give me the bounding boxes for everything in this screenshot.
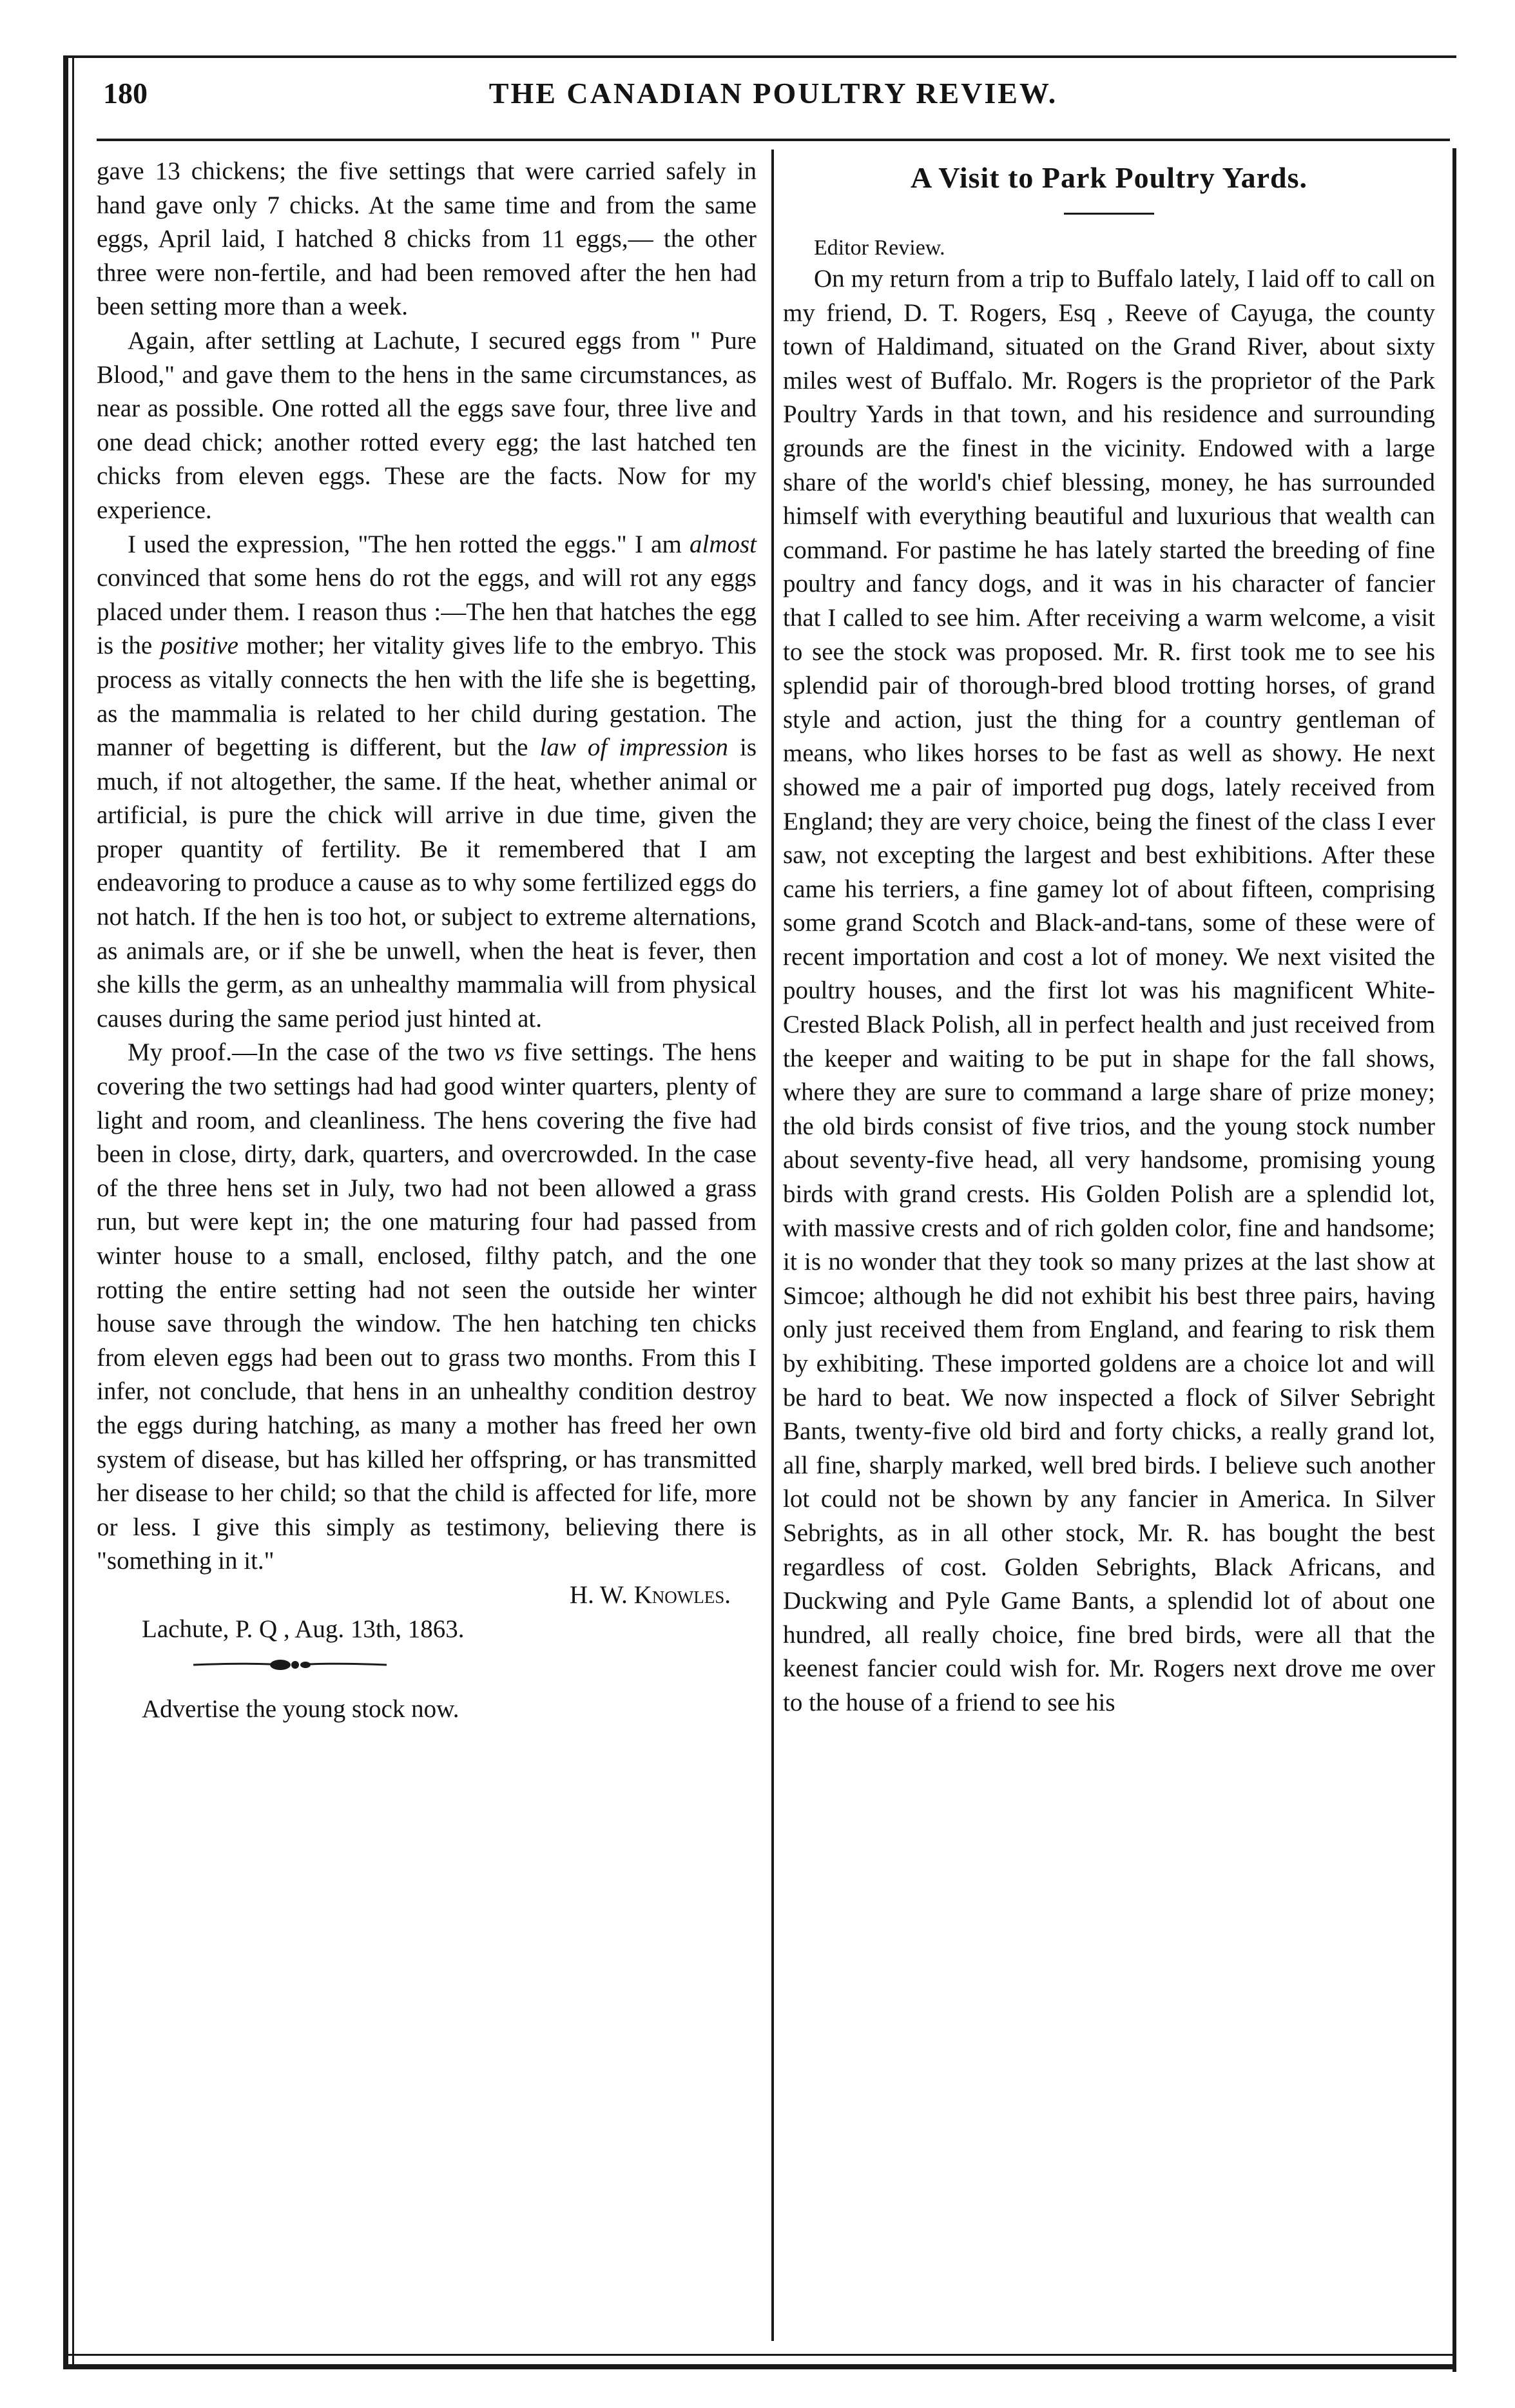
salutation: Editor Review. bbox=[814, 236, 945, 260]
page-number: 180 bbox=[103, 77, 148, 110]
journal-title: THE CANADIAN POULTRY REVIEW. bbox=[488, 77, 1058, 110]
header-rule bbox=[97, 139, 1450, 141]
ornamental-divider bbox=[193, 1656, 387, 1673]
title-rule bbox=[1064, 213, 1154, 215]
paragraph: gave 13 chickens; the five settings that were carried safely in hand gave only 7 chicks. At the same time and from the same eggs, April laid, I hatched 8 chicks from 11 eggs,— the other three were non-fertile, and had been removed after the hen had been setting more than a week. bbox=[97, 157, 757, 321]
paragraph: My proof.—In the case of the two vs five settings. The hens covering the two settings had had good winter quarters, plenty of light and room, and cleanliness. The hens covering the five had been in close, dirty, dark, quarters, and overcrowded. In the case of the three hens set in July, two had not been allowed a grass run, but were kept in; the one maturing four had passed from winter house to a small, enclosed, filthy patch, and the one rotting the entire setting had not seen the outside her winter house save through the window. The hen hatching ten chicks from eleven eggs had been out to grass two months. From this I infer, not conclude, that hens in an unhealthy condition destroy the eggs during hatching, as many a mother has freed her own system of disease, but has killed her offspring, or has transmitted her disease to her child; so that the child is affected for life, more or less. I give this simply as testimony, believing there is "something in it." bbox=[97, 1038, 757, 1575]
frame-bottom-inner-rule bbox=[63, 2354, 1456, 2356]
paragraph: I used the expression, "The hen rotted the eggs." I am almost convinced that some hens do rot the eggs, and will rot any eggs placed under them. I reason thus :—The hen that hatches the egg is the positive mother; her vitality gives life to the embryo. This process as vitally connects the hen with the life she is begetting, as the mammalia is related to her child during gestation. The manner of begetting is different, but the law of impression is much, if not altogether, the same. If the heat, whether animal or artificial, is pure the chick will arrive in due time, given the proper quantity of fertility. Be it remembered that I am endeavoring to produce a cause as to why some fertilized eggs do not hatch. If the hen is too hot, or subject to extreme alternations, as animals are, or if she be unwell, when the heat is fever, then she kills the germ, as an unhealthy mammalia will from physical causes during the same period just hinted at. bbox=[97, 530, 757, 1033]
frame-left-inner-rule bbox=[72, 55, 74, 2369]
place-and-date: Lachute, P. Q , Aug. 13th, 1863. bbox=[142, 1615, 465, 1643]
right-column bbox=[783, 155, 1435, 1720]
advertisement-line: Advertise the young stock now. bbox=[142, 1695, 459, 1723]
frame-right-rule bbox=[1452, 148, 1456, 2372]
paragraph: Again, after settling at Lachute, I secured eggs from " Pure Blood," and gave them to the hens in the same circumstances, as near as possible. One rotted all the eggs save four, three live and one dead chick; another rotted every egg; the last hatched ten chicks from eleven eggs. These are the facts. Now for my experience. bbox=[97, 326, 757, 524]
column-divider bbox=[771, 150, 774, 2341]
frame-left-rule bbox=[63, 55, 68, 2369]
article-body: On my return from a trip to Buffalo lately, I laid off to call on my friend, D. T. Rogers, Esq , Reeve of Cayuga, the county town of Haldimand, situated on the Grand River, about sixty miles west of Buffalo. Mr. Rogers is the proprietor of the Park Poultry Yards in that town, and his residence and surrounding grounds are the finest in the vicinity. Endowed with a large share of the world's chief blessing, money, he has surrounded himself with everything beautiful and luxurious that wealth can command. For pastime he has lately started the breeding of fine poultry and fancy dogs, and it was in his character of fancier that I called to see him. After receiving a warm welcome, a visit to see the stock was proposed. Mr. R. first took me to see his splendid pair of thorough-bred blood trotting horses, of grand style and action, just the thing for a country gentleman of means, who likes horses to be fast as well as showy. He next showed me a pair of imported pug dogs, lately received from England; they are very choice, being the finest of the class I ever saw, not excepting the largest and best exhibitions. After these came his terriers, a fine gamey lot of about fifteen, comprising some grand Scotch and Black-and-tans, some of these were of recent importation and cost a lot of money. We next visited the poultry houses, and the first lot was his magnificent White-Crested Black Polish, all in perfect health and just received from the keeper and waiting to be put in shape for the fall shows, where they are sure to command a large share of prize money; the old birds consist of five trios, and the young stock number about seventy-five head, all very handsome, promising young birds with grand crests. His Golden Polish are a splendid lot, with massive crests and of rich golden color, fine and handsome; it is no wonder that they took so many prizes at the last show at Simcoe; although he did not exhibit his best three pairs, having only just received them from England, and fearing to risk them by exhibiting. These imported goldens are a choice lot and will be hard to beat. We now inspected a flock of Silver Sebright Bants, twenty-five old bird and forty chicks, a really grand lot, all fine, sharply marked, well bred birds. I believe such another lot could not be shown by any fancier in America. In Silver Sebrights, as in all other stock, Mr. R. has bought the best regardless of cost. Golden Sebrights, Black Africans, and Duckwing and Pyle Game Bants, a splendid lot of about one hundred, all really choice, fine bred birds, were all that the keenest fancier could wish for. Mr. Rogers next drove me over to the house of a friend to see his bbox=[783, 265, 1435, 1716]
frame-top-rule bbox=[63, 55, 1456, 58]
left-column bbox=[97, 155, 757, 1727]
article-title: A Visit to Park Poultry Yards. bbox=[910, 161, 1308, 194]
author-signature: H. W. Knowles. bbox=[569, 1580, 731, 1609]
page-header bbox=[103, 76, 1443, 134]
frame-bottom-rule bbox=[63, 2364, 1456, 2369]
